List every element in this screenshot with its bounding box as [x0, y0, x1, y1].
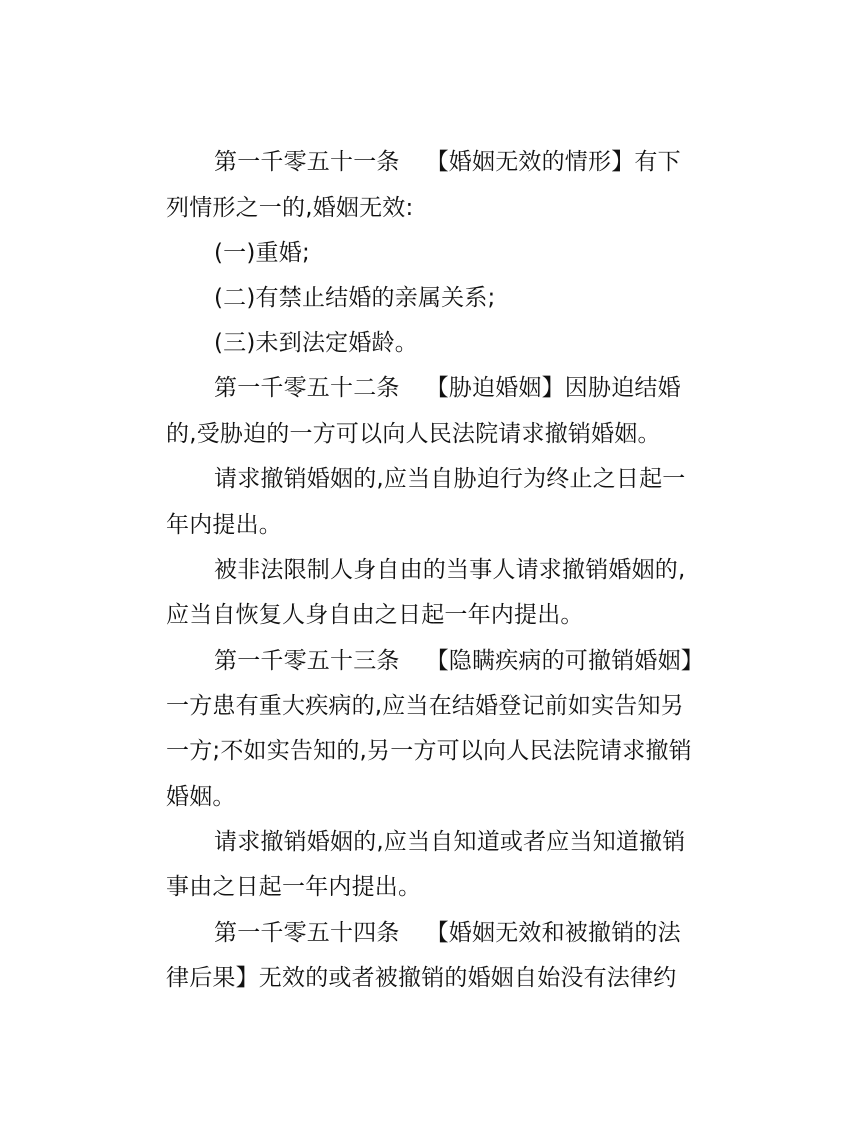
text-line: 一方患有重大疾病的,应当在结婚登记前如实告知另: [166, 693, 684, 719]
text-line: 请求撤销婚姻的,应当自胁迫行为终止之日起一: [214, 466, 686, 492]
article-number: 第一千零五十二条: [214, 375, 400, 401]
article-1053-heading: [214, 646, 704, 676]
text-line: 应当自恢复人身自由之日起一年内提出。: [166, 602, 584, 628]
text-line: 年内提出。: [166, 512, 282, 538]
text-line: 一方;不如实告知的,另一方可以向人民法院请求撤销: [166, 738, 692, 764]
article-title: 【婚姻无效和被撤销的法: [425, 920, 681, 946]
text-line: 的,受胁迫的一方可以向人民法院请求撤销婚姻。: [166, 421, 661, 447]
text-line: 被非法限制人身自由的当事人请求撤销婚姻的,: [214, 557, 686, 583]
article-1051-heading: [214, 147, 681, 177]
article-title: 【婚姻无效的情形】有下: [425, 149, 681, 175]
text-line: 婚姻。: [166, 784, 236, 810]
article-number: 第一千零五十四条: [214, 920, 400, 946]
article-title: 【隐瞒疾病的可撤销婚姻】: [425, 648, 705, 674]
article-1054-heading: [214, 918, 681, 948]
list-item: (二)有禁止结婚的亲属关系;: [214, 285, 496, 311]
text-line: 列情形之一的,婚姻无效:: [166, 195, 414, 221]
list-item: (三)未到法定婚龄。: [214, 330, 418, 356]
text-line: 律后果】无效的或者被撤销的婚姻自始没有法律约: [166, 965, 677, 991]
article-title: 【胁迫婚姻】因胁迫结婚: [425, 375, 681, 401]
article-number: 第一千零五十三条: [214, 648, 400, 674]
text-line: 事由之日起一年内提出。: [166, 874, 422, 900]
list-item: (一)重婚;: [214, 240, 310, 266]
article-1052-heading: [214, 373, 681, 403]
text-line: 请求撤销婚姻的,应当自知道或者应当知道撤销: [214, 829, 686, 855]
article-number: 第一千零五十一条: [214, 149, 400, 175]
